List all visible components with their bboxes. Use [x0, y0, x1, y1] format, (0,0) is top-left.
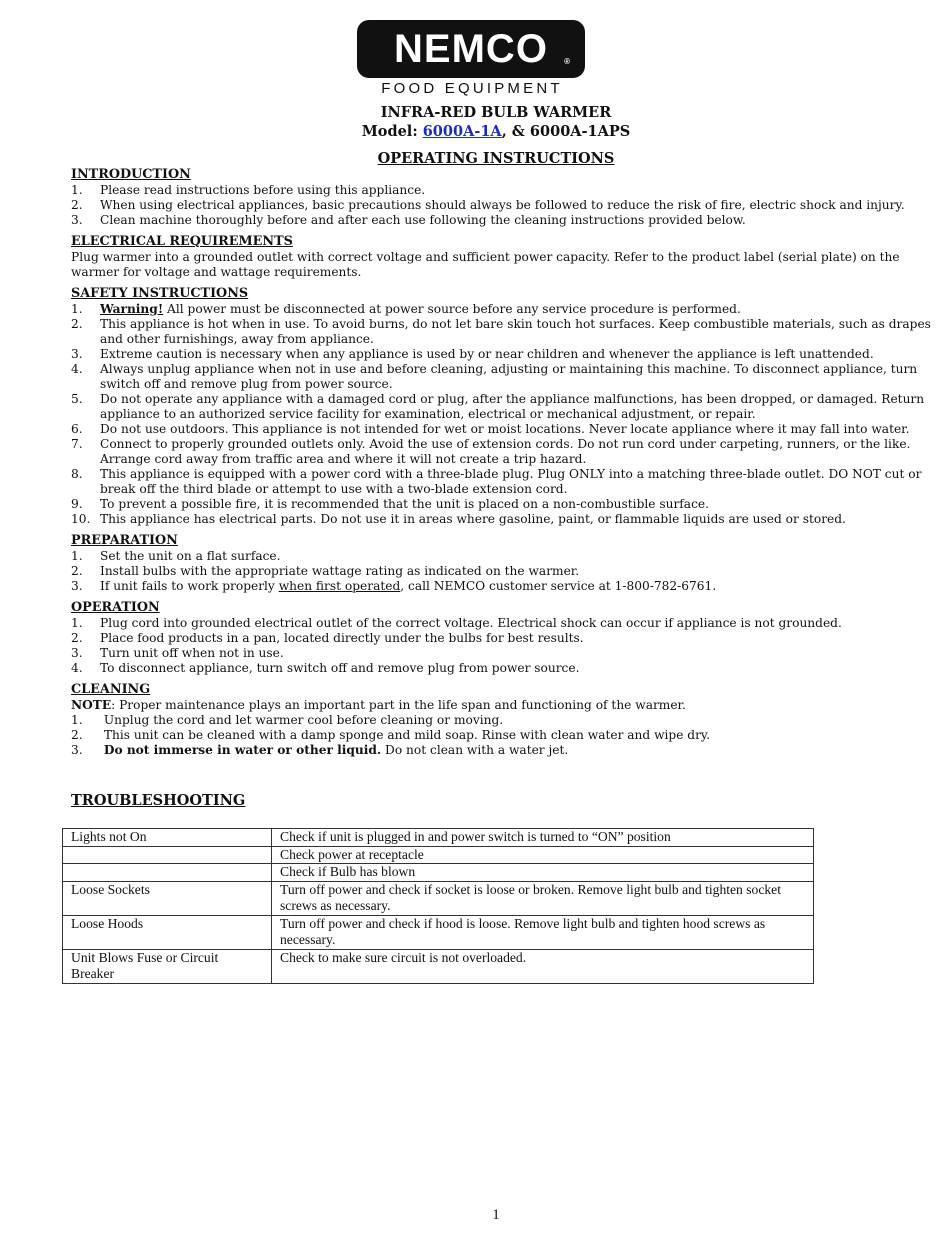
introduction-section [71, 167, 931, 228]
logo-registered-mark: ® [564, 57, 571, 66]
item-text: This appliance is hot when in use. To avoid burns, do not let bare skin touch hot surfaces. Keep combustible materials, such as drapes and other furnishings, away from appliance. [100, 317, 931, 346]
item-text: When using electrical appliances, basic precautions should always be followed to reduce the risk of fire, electric shock and injury. [100, 198, 905, 212]
section-heading-operation: OPERATION [71, 600, 160, 615]
item-number: 3. [71, 646, 83, 660]
item-number: 2. [71, 728, 83, 742]
problem-cell [63, 864, 272, 882]
list-item [71, 467, 931, 497]
table-row [63, 949, 814, 983]
item-number: 3. [71, 213, 83, 227]
section-heading-cleaning: CLEANING [71, 682, 151, 697]
section-heading-electrical: ELECTRICAL REQUIREMENTS [71, 234, 293, 249]
section-heading-safety: SAFETY INSTRUCTIONS [71, 286, 249, 301]
list-item [71, 616, 931, 631]
item-text: All power must be disconnected at power source before any service procedure is performed. [163, 302, 741, 316]
operation-list [71, 616, 931, 676]
item-text: Unplug the cord and let warmer cool before cleaning or moving. [103, 713, 504, 727]
item-number: 9. [71, 497, 83, 511]
item-text: Set the unit on a flat surface. [100, 549, 281, 563]
problem-cell: Unit Blows Fuse or Circuit Breaker [63, 949, 272, 983]
troubleshooting-heading: TROUBLESHOOTING [71, 792, 246, 809]
note-label: NOTE [71, 698, 112, 712]
section-heading-introduction: INTRODUCTION [71, 167, 191, 182]
problem-cell: Loose Hoods [63, 915, 272, 949]
table-row [63, 864, 814, 882]
item-text: This unit can be cleaned with a damp sponge and mild soap. Rinse with clean water and wipe dry. [103, 728, 711, 742]
list-item [71, 564, 931, 579]
item-number: 1. [71, 616, 83, 630]
nemco-logo [357, 20, 587, 98]
table-row [63, 881, 814, 915]
item-number: 2. [71, 317, 83, 331]
item-text: Install bulbs with the appropriate wattage rating as indicated on the warmer. [100, 564, 580, 578]
model-link[interactable]: 6000A-1A [422, 123, 502, 140]
safety-section [71, 286, 931, 527]
instructions-body [71, 167, 931, 764]
item-text: This appliance has electrical parts. Do not use it in areas where gasoline, paint, or flammable liquids are used or stored. [100, 512, 846, 526]
list-item [71, 743, 931, 758]
item-number: 1. [71, 302, 83, 316]
item-text: Extreme caution is necessary when any appliance is used by or near children and whenever the appliance is left unattended. [100, 347, 874, 361]
model-prefix: Model: [361, 123, 423, 140]
underlined-phrase: when first operated [278, 579, 401, 593]
list-item [71, 317, 931, 347]
list-item [71, 579, 931, 594]
table-row [63, 829, 814, 847]
problem-cell: Loose Sockets [63, 881, 272, 915]
item-number: 2. [71, 564, 83, 578]
preparation-list [71, 549, 931, 594]
item-text: Connect to properly grounded outlets only. Avoid the use of extension cords. Do not run cord under carpeting, runners, or the like. Arrange cord away from traffic area and where it will not create a trip hazard. [100, 437, 911, 466]
item-number: 4. [71, 362, 83, 376]
model-line [0, 123, 950, 140]
logo-badge [357, 20, 585, 78]
table-row [63, 846, 814, 864]
cleaning-section [71, 682, 931, 758]
problem-cell: Lights not On [63, 829, 272, 847]
item-number: 1. [71, 183, 83, 197]
list-item [71, 437, 931, 467]
list-item [71, 512, 931, 527]
list-item [71, 302, 931, 317]
list-item [71, 713, 931, 728]
operation-section [71, 600, 931, 676]
item-number: 2. [71, 631, 83, 645]
list-item [71, 183, 931, 198]
item-text: Clean machine thoroughly before and after each use following the cleaning instructions provided below. [100, 213, 746, 227]
item-text: Plug cord into grounded electrical outlet of the correct voltage. Electrical shock can occur if appliance is not grounded. [100, 616, 842, 630]
solution-cell: Turn off power and check if hood is loose. Remove light bulb and tighten hood screws as necessary. [272, 915, 814, 949]
item-number: 7. [71, 437, 83, 451]
preparation-section [71, 533, 931, 594]
table-row [63, 915, 814, 949]
item-number: 3. [71, 579, 83, 593]
item-text: To disconnect appliance, turn switch off and remove plug from power source. [100, 661, 580, 675]
list-item [71, 422, 931, 437]
list-item [71, 661, 931, 676]
solution-cell: Check if Bulb has blown [272, 864, 814, 882]
item-number: 6. [71, 422, 83, 436]
item-number: 4. [71, 661, 83, 675]
list-item [71, 549, 931, 564]
item-text: To prevent a possible fire, it is recommended that the unit is placed on a non-combustible surface. [100, 497, 709, 511]
solution-cell: Check power at receptacle [272, 846, 814, 864]
item-number: 1. [71, 713, 83, 727]
item-number: 3. [71, 743, 83, 757]
troubleshooting-table [62, 828, 814, 984]
solution-cell: Check if unit is plugged in and power switch is turned to “ON” position [272, 829, 814, 847]
solution-cell: Turn off power and check if socket is loose or broken. Remove light bulb and tighten socket screws as necessary. [272, 881, 814, 915]
bold-warning: Do not immerse in water or other liquid. [103, 743, 382, 757]
item-number: 5. [71, 392, 83, 406]
item-number: 8. [71, 467, 83, 481]
problem-cell [63, 846, 272, 864]
safety-list [71, 302, 931, 527]
item-text: Place food products in a pan, located directly under the bulbs for best results. [100, 631, 584, 645]
note-text: : Proper maintenance plays an important part in the life span and functioning of the warmer. [111, 698, 686, 712]
list-item [71, 213, 931, 228]
warning-label: Warning! [100, 302, 164, 316]
electrical-text: Plug warmer into a grounded outlet with correct voltage and sufficient power capacity. Refer to the product label (serial plate) on the warmer for voltage and wattage requirements. [71, 250, 900, 279]
product-title: INFRA-RED BULB WARMER [380, 104, 612, 121]
logo-brand: NEMCO [394, 27, 548, 71]
list-item [71, 728, 931, 743]
section-heading-preparation: PREPARATION [71, 533, 178, 548]
item-number: 10. [71, 512, 91, 526]
introduction-list [71, 183, 931, 228]
item-text: Do not use outdoors. This appliance is not intended for wet or moist locations. Never locate appliance where it may fall into water. [100, 422, 910, 436]
electrical-section [71, 234, 931, 280]
item-number: 3. [71, 347, 83, 361]
model-suffix: , & 6000A-1APS [501, 123, 631, 140]
item-number: 1. [71, 549, 83, 563]
list-item [71, 362, 931, 392]
item-text: Please read instructions before using this appliance. [100, 183, 426, 197]
list-item [71, 631, 931, 646]
list-item [71, 646, 931, 661]
item-text: , call NEMCO customer service at 1-800-782-6761. [400, 579, 717, 593]
item-number: 2. [71, 198, 83, 212]
cleaning-list [71, 713, 931, 758]
list-item [71, 392, 931, 422]
list-item [71, 497, 931, 512]
logo-tagline: FOOD EQUIPMENT [381, 80, 563, 97]
item-text: Do not clean with a water jet. [381, 743, 569, 757]
page-number: 1 [492, 1207, 500, 1223]
operating-instructions-title: OPERATING INSTRUCTIONS [377, 150, 615, 167]
item-text: If unit fails to work properly [100, 579, 279, 593]
item-text: This appliance is equipped with a power cord with a three-blade plug. Plug ONLY into a matching three-blade outlet. DO NOT cut or break off the third blade or attempt to use with a two-blade extension cord. [100, 467, 922, 496]
item-text: Always unplug appliance when not in use and before cleaning, adjusting or maintaining this machine. To disconnect appliance, turn switch off and remove plug from power source. [100, 362, 918, 391]
item-text: Turn unit off when not in use. [100, 646, 284, 660]
cleaning-note [71, 698, 931, 713]
list-item [71, 347, 931, 362]
solution-cell: Check to make sure circuit is not overloaded. [272, 949, 814, 983]
list-item [71, 198, 931, 213]
item-text: Do not operate any appliance with a damaged cord or plug, after the appliance malfunctions, has been dropped, or damaged. Return appliance to an authorized service facility for examination, electrical or mechanical adjustment, or repair. [100, 392, 925, 421]
